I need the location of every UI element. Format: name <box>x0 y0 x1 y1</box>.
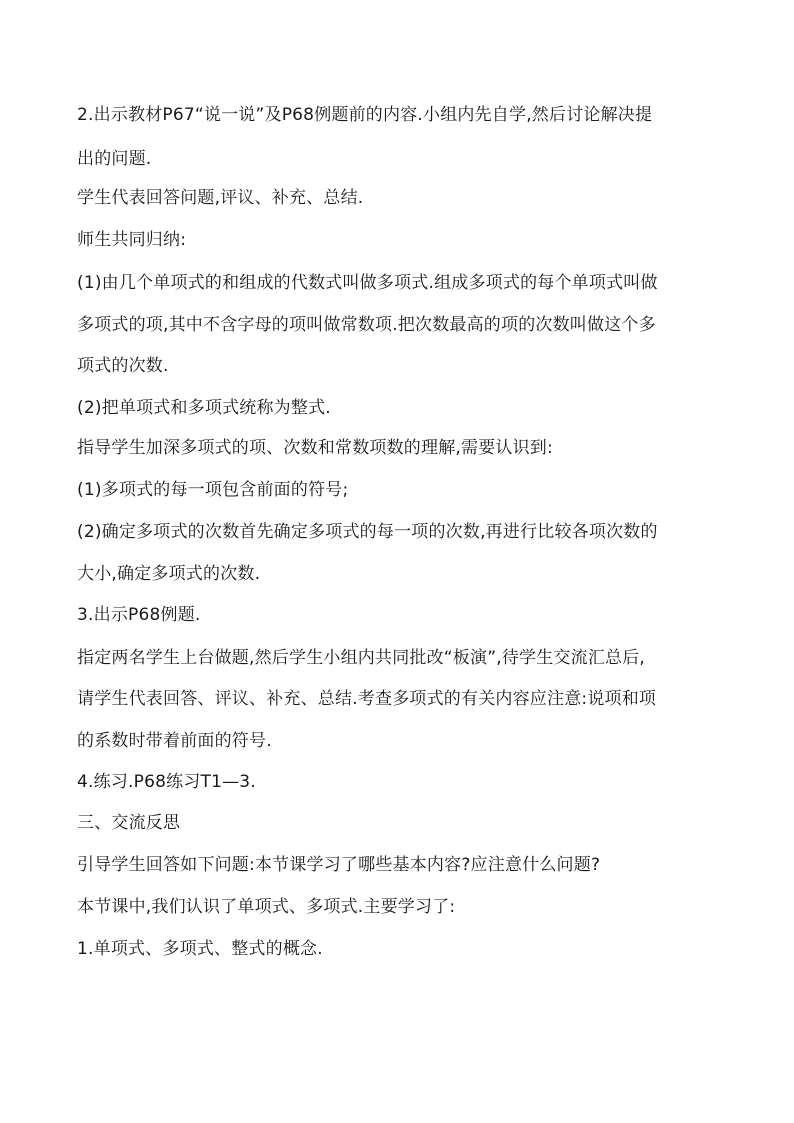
text-line: (2)确定多项式的次数首先确定多项式的每一项的次数,再进行比较各项次数的 <box>77 522 658 542</box>
text-line: 2.出示教材P67“说一说”及P68例题前的内容.小组内先自学,然后讨论解决提 <box>77 105 653 125</box>
text-line: 多项式的项,其中不含字母的项叫做常数项.把次数最高的项的次数叫做这个多 <box>77 315 656 335</box>
text-line: 项式的次数. <box>77 356 169 376</box>
text-line: (2)把单项式和多项式统称为整式. <box>77 398 331 418</box>
text-line: 4.练习.P68练习T1—3. <box>77 772 256 792</box>
text-line: 师生共同归纳: <box>77 230 187 250</box>
text-line: 引导学生回答如下问题:本节课学习了哪些基本内容?应注意什么问题? <box>77 855 601 875</box>
text-line: 大小,确定多项式的次数. <box>77 564 261 584</box>
text-line: 本节课中,我们认识了单项式、多项式.主要学习了: <box>77 897 456 917</box>
text-line: 3.出示P68例题. <box>77 605 201 625</box>
text-line: (1)由几个单项式的和组成的代数式叫做多项式.组成多项式的每个单项式叫做 <box>77 273 658 293</box>
text-line: 的系数时带着前面的符号. <box>77 731 272 751</box>
text-line: 出的问题. <box>77 149 152 169</box>
text-line: 1.单项式、多项式、整式的概念. <box>77 939 323 959</box>
text-line: (1)多项式的每一项包含前面的符号; <box>77 480 349 500</box>
text-line: 指导学生加深多项式的项、次数和常数项数的理解,需要认识到: <box>77 438 553 458</box>
text-line: 请学生代表回答、评议、补充、总结.考查多项式的有关内容应注意:说项和项 <box>77 689 657 709</box>
text-line: 指定两名学生上台做题,然后学生小组内共同批改“板演”,待学生交流汇总后, <box>77 648 646 668</box>
text-line: 学生代表回答问题,评议、补充、总结. <box>77 188 364 208</box>
section-heading: 三、交流反思 <box>77 813 181 833</box>
